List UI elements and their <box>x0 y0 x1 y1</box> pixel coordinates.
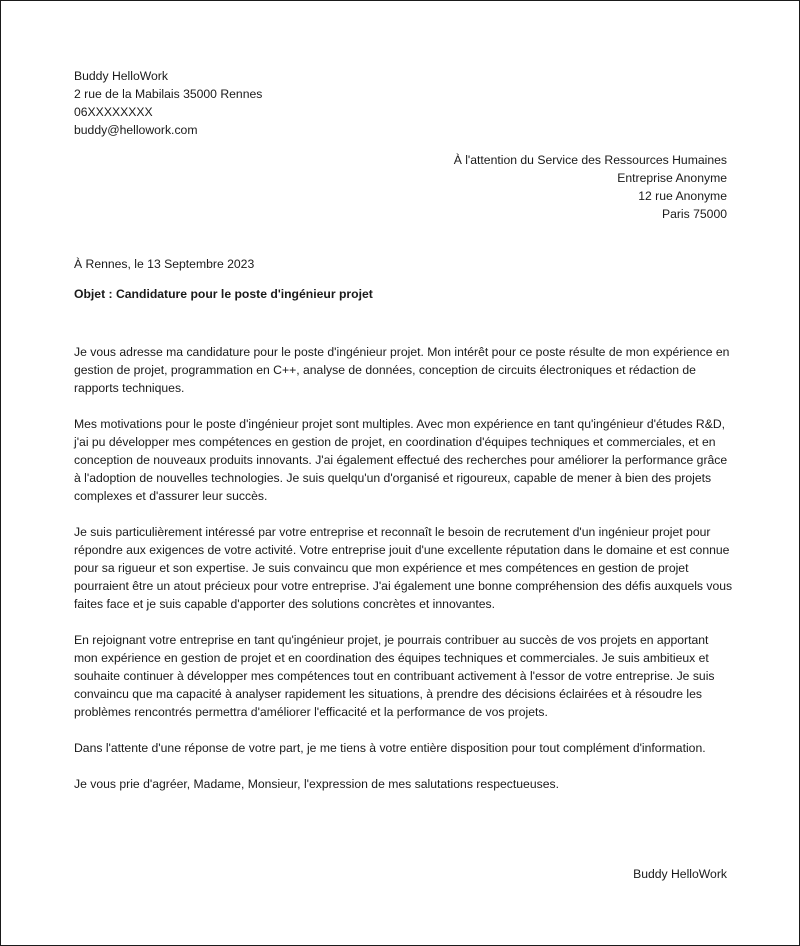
recipient-attention: À l'attention du Service des Ressources Humaines <box>453 153 727 167</box>
recipient-block <box>327 151 727 223</box>
subject-line: Objet : Candidature pour le poste d'ingénieur projet <box>74 287 373 301</box>
sender-block <box>74 67 474 139</box>
sender-name: Buddy HelloWork <box>74 69 168 83</box>
recipient-city: Paris 75000 <box>661 207 727 221</box>
sender-phone: 06XXXXXXXX <box>74 105 153 119</box>
closing-paragraph: Je vous prie d'agréer, Madame, Monsieur, l'expression de mes salutations respectueuses. <box>74 777 559 791</box>
date-line: À Rennes, le 13 Septembre 2023 <box>74 257 255 271</box>
body-paragraph: En rejoignant votre entreprise en tant qu'ingénieur projet, je pourrais contribuer au succès de vos projets en apportant mon expérience en gestion de projet et en coordination des équipes techniques et commerciales. Je suis ambitieux et souhaite continuer à développer mes compétences tout en contribuant activement à l'essor de votre entreprise. Je suis convaincu que ma capacité à analyser rapidement les situations, à prendre des décisions éclairées et à résoudre les problèmes rencontrés permettra d'améliorer l'efficacité et la performance de vos projets. <box>74 633 715 719</box>
sender-address: 2 rue de la Mabilais 35000 Rennes <box>74 87 263 101</box>
signature: Buddy HelloWork <box>633 867 727 881</box>
sender-email: buddy@hellowork.com <box>74 123 198 137</box>
letter-body <box>74 343 734 811</box>
body-paragraph: Dans l'attente d'une réponse de votre part, je me tiens à votre entière disposition pour tout complément d'information. <box>74 741 706 755</box>
body-paragraph: Je suis particulièrement intéressé par votre entreprise et reconnaît le besoin de recrutement d'un ingénieur projet pour répondre aux exigences de votre activité. Votre entreprise jouit d'une excellente réputation dans le domaine et est connue pour sa rigueur et son expertise. Je suis convaincu que mon expérience et mes compétences en gestion de projet pourraient être un atout précieux pour votre entreprise. J'ai également une bonne compréhension des défis auxquels vous faites face et je suis capable d'apporter des solutions concrètes et innovantes. <box>74 525 733 611</box>
body-paragraph: Mes motivations pour le poste d'ingénieur projet sont multiples. Avec mon expérience en tant qu'ingénieur d'études R&D, j'ai pu développer mes compétences en gestion de projet, en coordination d'équipes techniques et commerciales, et en conception de nouveaux produits innovants. J'ai également effectué des recherches pour améliorer la performance grâce à l'adoption de nouvelles technologies. Je suis quelqu'un d'organisé et rigoureux, capable de mener à bien des projets complexes et d'assurer leur succès. <box>74 417 728 503</box>
body-paragraph: Je vous adresse ma candidature pour le poste d'ingénieur projet. Mon intérêt pour ce poste résulte de mon expérience en gestion de projet, programmation en C++, analyse de données, conception de circuits électroniques et rédaction de rapports techniques. <box>74 345 730 395</box>
recipient-street: 12 rue Anonyme <box>638 189 727 203</box>
recipient-company: Entreprise Anonyme <box>617 171 727 185</box>
